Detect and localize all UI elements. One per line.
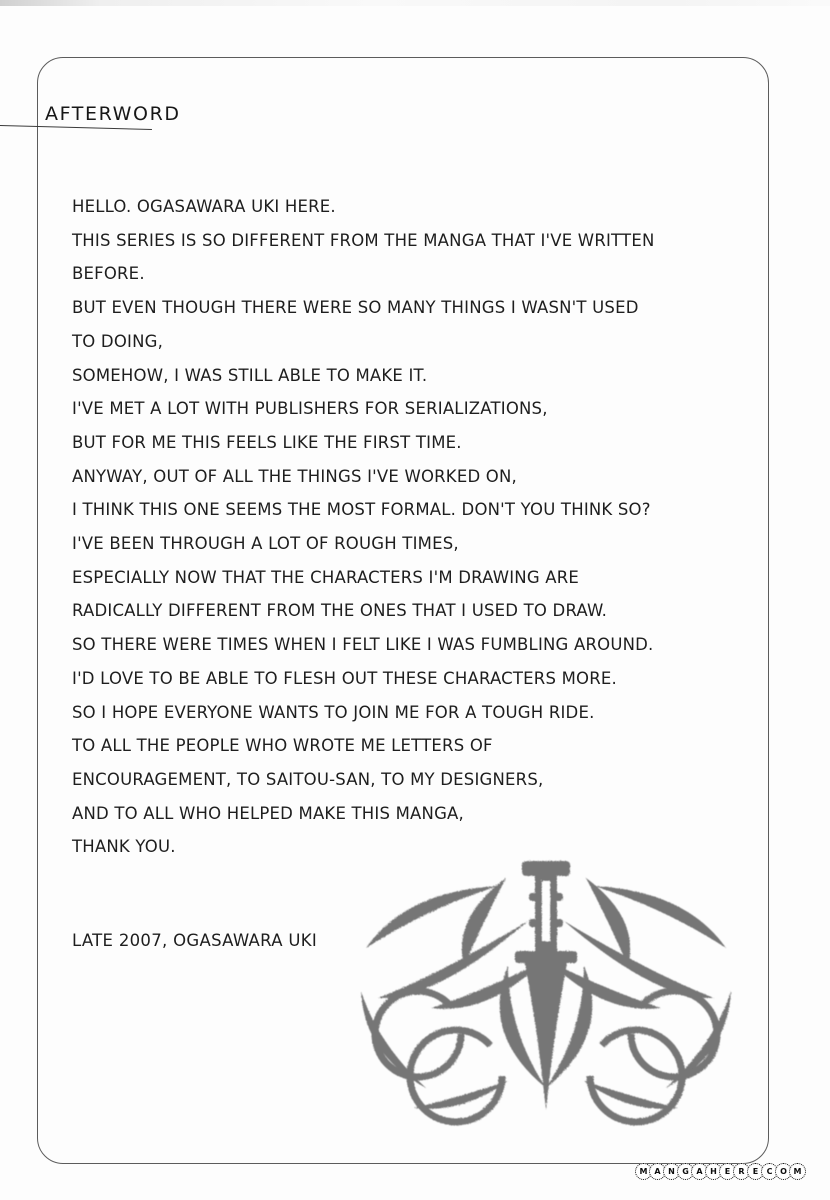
author-signature: LATE 2007, OGASAWARA UKI (72, 931, 318, 950)
watermark-letter-badge: N (663, 1163, 680, 1180)
afterword-line: BUT FOR ME THIS FEELS LIKE THE FIRST TIME. (72, 432, 462, 452)
afterword-line: ANYWAY, OUT OF ALL THE THINGS I'VE WORKED ON, (72, 466, 517, 486)
watermark-letter-badge: R (733, 1163, 750, 1180)
watermark-letter-badge: H (705, 1163, 722, 1180)
afterword-line: THANK YOU. (72, 837, 176, 857)
afterword-line: I THINK THIS ONE SEEMS THE MOST FORMAL. DON'T YOU THINK SO? (72, 500, 651, 520)
watermark-letter-badge: C (761, 1163, 778, 1180)
afterword-body (72, 190, 732, 864)
afterword-line: I'VE MET A LOT WITH PUBLISHERS FOR SERIALIZATIONS, (72, 399, 548, 419)
afterword-line: I'VE BEEN THROUGH A LOT OF ROUGH TIMES, (72, 534, 459, 554)
watermark-letter-badge: O (775, 1163, 792, 1180)
scan-noise-smudge (0, 0, 830, 6)
watermark-letter-badge: M (635, 1163, 652, 1180)
afterword-heading: AFTERWORD (45, 103, 181, 125)
tribal-dagger-graphic (356, 848, 756, 1128)
watermark-letter-badge: G (677, 1163, 694, 1180)
afterword-line: ESPECIALLY NOW THAT THE CHARACTERS I'M DRAWING ARE (72, 567, 580, 587)
watermark-letter-badge: A (691, 1163, 708, 1180)
afterword-line: SO I HOPE EVERYONE WANTS TO JOIN ME FOR A TOUGH RIDE. (72, 702, 595, 722)
afterword-line: SO THERE WERE TIMES WHEN I FELT LIKE I WAS FUMBLING AROUND. (72, 635, 654, 655)
watermark-letter-badge: M (789, 1163, 806, 1180)
afterword-line: TO DOING, (72, 331, 164, 351)
afterword-line: AND TO ALL WHO HELPED MAKE THIS MANGA, (72, 803, 464, 823)
emblem-shapes (361, 861, 731, 1122)
site-watermark (635, 1163, 806, 1180)
afterword-line: BEFORE. (72, 264, 145, 284)
afterword-line: TO ALL THE PEOPLE WHO WROTE ME LETTERS OF (72, 736, 493, 756)
afterword-line: BUT EVEN THOUGH THERE WERE SO MANY THINGS I WASN'T USED (72, 298, 639, 318)
afterword-line: I'D LOVE TO BE ABLE TO FLESH OUT THESE CHARACTERS MORE. (72, 668, 617, 688)
watermark-letter-badge: E (747, 1163, 764, 1180)
afterword-line: SOMEHOW, I WAS STILL ABLE TO MAKE IT. (72, 365, 428, 385)
afterword-line: THIS SERIES IS SO DIFFERENT FROM THE MANGA THAT I'VE WRITTEN (72, 230, 655, 250)
watermark-letter-badge: A (649, 1163, 666, 1180)
watermark-letter-badge: E (719, 1163, 736, 1180)
afterword-line: RADICALLY DIFFERENT FROM THE ONES THAT I USED TO DRAW. (72, 601, 608, 621)
afterword-line: ENCOURAGEMENT, TO SAITOU-SAN, TO MY DESIGNERS, (72, 769, 544, 789)
afterword-line: HELLO. OGASAWARA UKI HERE. (72, 197, 336, 216)
